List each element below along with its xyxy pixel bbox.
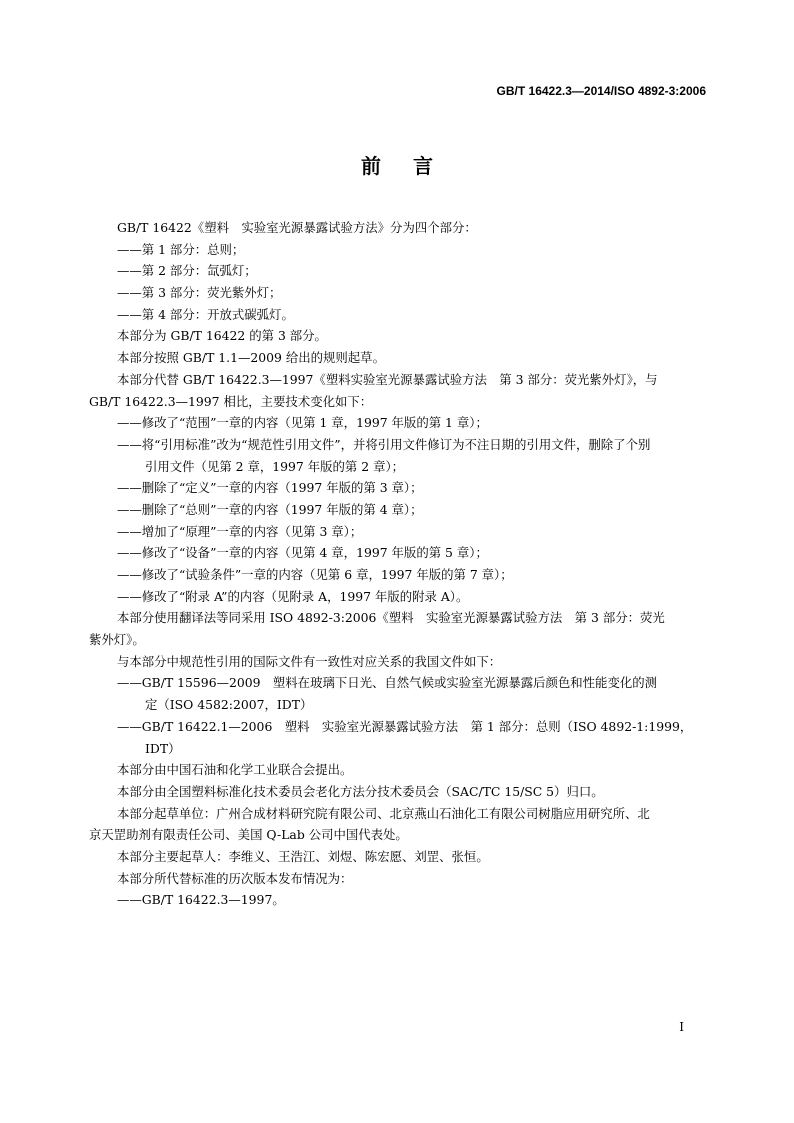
text-line: ——第 3 部分：荧光紫外灯； [117, 285, 282, 301]
text-line: ——GB/T 16422.3—1997。 [117, 892, 285, 908]
text-line: ——GB/T 16422.1—2006 塑料 实验室光源暴露试验方法 第 1 部分：总则（ISO 4892-1:1999， [117, 718, 693, 734]
text-line: GB/T 16422《塑料 实验室光源暴露试验方法》分为四个部分： [117, 220, 477, 235]
text-line: ——修改了“试验条件”一章的内容（见第 6 章，1997 年版的第 7 章）； [117, 567, 513, 582]
text-line: 本部分所代替标准的历次版本发布情况为： [117, 870, 353, 886]
text-line: 定（ISO 4582:2007，IDT） [145, 697, 313, 713]
page-number: I [679, 1020, 684, 1034]
text-line: 京天罡助剂有限责任公司、美国 Q-Lab 公司中国代表处。 [89, 827, 408, 843]
text-line: 引用文件（见第 2 章，1997 年版的第 2 章）； [145, 458, 405, 474]
text-line: ——第 4 部分：开放式碳弧灯。 [117, 306, 294, 322]
text-line: GB/T 16422.3—1997 相比，主要技术变化如下： [89, 393, 373, 409]
foreword-body [89, 217, 706, 911]
text-line: 本部分使用翻译法等同采用 ISO 4892-3:2006《塑料 实验室光源暴露试验方法 第 3 部分：荧光 [117, 610, 665, 626]
text-line: 本部分由全国塑料标准化技术委员会老化方法分技术委员会（SAC/TC 15/SC 5）归口。 [117, 783, 604, 799]
text-line: 与本部分中规范性引用的国际文件有一致性对应关系的我国文件如下： [117, 653, 502, 669]
text-line: 本部分代替 GB/T 16422.3—1997《塑料实验室光源暴露试验方法 第 3 部分：荧光紫外灯》，与 [117, 371, 658, 387]
text-line: ——将“引用标准”改为“规范性引用文件”，并将引用文件修订为不注日期的引用文件，删除了个别 [117, 436, 651, 452]
text-line: ——第 2 部分：氙弧灯； [117, 263, 257, 279]
text-line: 本部分主要起草人：李维义、王浩江、刘煜、陈宏愿、刘罡、张恒。 [117, 848, 489, 864]
text-line: ——增加了“原理”一章的内容（见第 3 章）； [117, 523, 363, 539]
text-line: ——修改了“附录 A”的内容（见附录 A，1997 年版的附录 A）。 [117, 588, 469, 604]
text-line: 紫外灯》。 [89, 632, 145, 648]
text-line: 本部分起草单位：广州合成材料研究院有限公司、北京燕山石油化工有限公司树脂应用研究所、北 [117, 805, 650, 821]
text-line: 本部分按照 GB/T 1.1—2009 给出的规则起草。 [117, 350, 385, 366]
text-line: ——修改了“设备”一章的内容（见第 4 章，1997 年版的第 5 章）； [117, 545, 488, 561]
page-title: 前言 [361, 154, 465, 178]
text-line: IDT） [145, 740, 181, 756]
text-line: ——删除了“总则”一章的内容（1997 年版的第 4 章）； [117, 501, 423, 517]
text-line: 本部分由中国石油和化学工业联合会提出。 [117, 762, 353, 778]
standard-code: GB/T 16422.3—2014/ISO 4892-3:2006 [496, 84, 706, 98]
text-line: 本部分为 GB/T 16422 的第 3 部分。 [117, 328, 327, 344]
text-line: ——GB/T 15596—2009 塑料在玻璃下日光、自然气候或实验室光源暴露后颜色和性能变化的测 [117, 675, 658, 691]
text-line: ——修改了“范围”一章的内容（见第 1 章，1997 年版的第 1 章）； [117, 415, 488, 431]
text-line: ——第 1 部分：总则； [117, 241, 245, 257]
text-line: ——删除了“定义”一章的内容（1997 年版的第 3 章）； [117, 480, 423, 496]
